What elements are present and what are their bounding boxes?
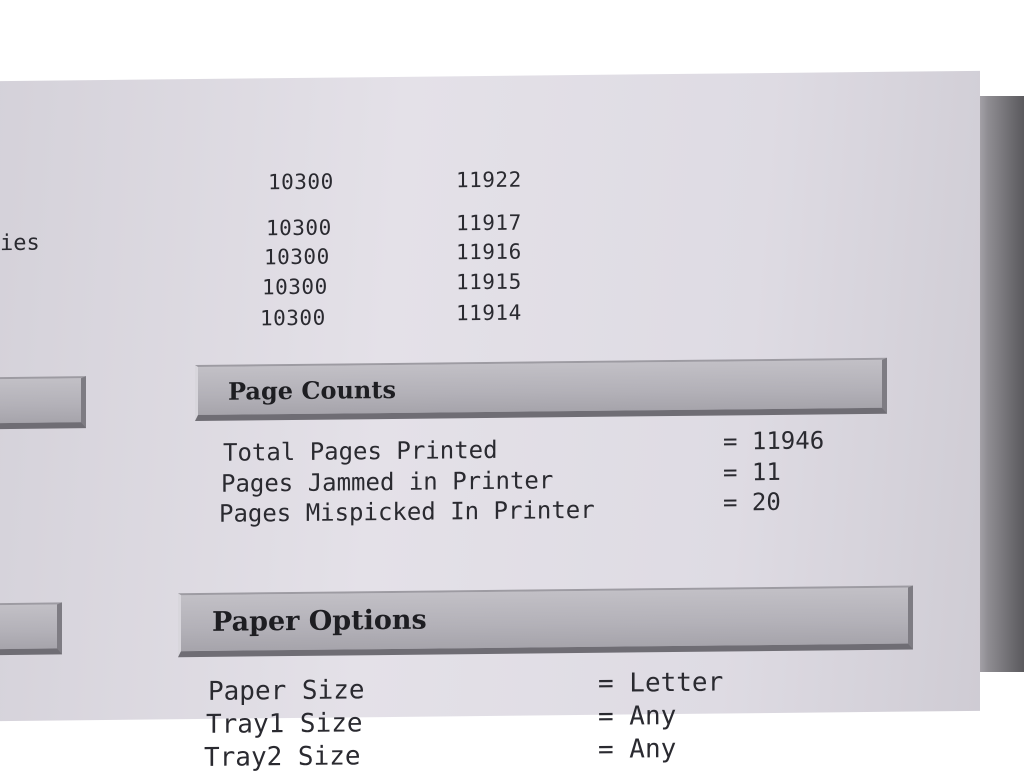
table-cell: 10300 [264,244,330,270]
section-bar-fragment [0,602,62,655]
page-counts-title: Page Counts [228,374,396,406]
paper-options-title: Paper Options [212,604,427,638]
option-value: = Letter [598,667,724,699]
table-cell: 10300 [262,274,328,300]
stat-value: = 11 [723,457,781,487]
stat-label: Pages Jammed in Printer [221,466,554,498]
section-bar-fragment [0,376,86,429]
table-cell: 10300 [268,169,334,195]
option-value: = Any [598,700,677,732]
table-cell: 10300 [266,215,332,241]
stat-label: Total Pages Printed [223,435,498,467]
option-label: Tray2 Size [204,741,361,773]
stat-label: Pages Mispicked In Printer [219,495,595,528]
option-value: = Any [598,733,677,765]
table-cell: 10300 [260,305,326,331]
table-cell: 11915 [456,269,522,295]
table-cell: 11916 [456,239,522,265]
option-label: Tray1 Size [206,708,363,740]
stat-value: = 20 [723,487,781,517]
stat-value: = 11946 [723,426,825,456]
table-cell: 11914 [456,300,522,326]
table-cell: 11922 [456,167,522,193]
printout-photo [0,96,1024,773]
left-fragment-text: ies [0,230,40,257]
option-label: Paper Size [208,675,365,707]
table-cell: 11917 [456,210,522,236]
paper-sheet [0,71,980,773]
